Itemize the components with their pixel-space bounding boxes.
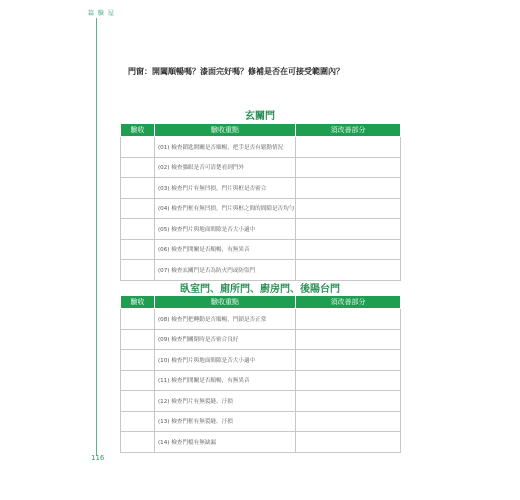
check-cell[interactable] [121, 432, 155, 453]
improvement-cell[interactable] [296, 391, 401, 412]
check-cell[interactable] [121, 157, 155, 178]
inspection-item: (10) 檢查門片與地面間隙是否大小適中 [155, 350, 296, 371]
table-row [121, 391, 401, 412]
check-cell[interactable] [121, 137, 155, 158]
section-tag: 篇 驗 屋 [88, 10, 115, 17]
table-row [121, 239, 401, 260]
inspection-item: (02) 檢查貓眼是否可清楚看到門外 [155, 157, 296, 178]
table-row [121, 219, 401, 240]
inspection-item: (07) 檢查玄關門是否為防火門或防盜門 [155, 260, 296, 281]
table-row [121, 411, 401, 432]
improvement-cell[interactable] [296, 309, 401, 330]
margin-rule [96, 18, 97, 456]
improvement-cell[interactable] [296, 411, 401, 432]
inspection-item: (09) 檢查門關閉時是否密合良好 [155, 329, 296, 350]
check-cell[interactable] [121, 219, 155, 240]
inspection-item: (12) 檢查門片有無裂縫、汙損 [155, 391, 296, 412]
table-row [121, 350, 401, 371]
inspection-item: (01) 檢查鎖匙開關是否順暢，把手是否有鬆動情況 [155, 137, 296, 158]
inspection-item: (05) 檢查門片與地面間隙是否大小適中 [155, 219, 296, 240]
improvement-cell[interactable] [296, 350, 401, 371]
check-cell[interactable] [121, 198, 155, 219]
improvement-cell[interactable] [296, 137, 401, 158]
table-row [121, 432, 401, 453]
table-title-interior-doors: 臥室門、廁所門、廚房門、後陽台門 [180, 284, 340, 295]
table-row [121, 370, 401, 391]
inspection-item: (11) 檢查門開關是否順暢，有無異音 [155, 370, 296, 391]
inspection-item: (14) 檢查門檔有無缺漏 [155, 432, 296, 453]
header-inspection-points: 驗收重點 [155, 124, 296, 137]
inspection-item: (13) 檢查門框有無裂縫、汙損 [155, 411, 296, 432]
table-header-row [121, 124, 401, 137]
improvement-cell[interactable] [296, 219, 401, 240]
improvement-cell[interactable] [296, 370, 401, 391]
check-cell[interactable] [121, 178, 155, 199]
check-cell[interactable] [121, 260, 155, 281]
check-cell[interactable] [121, 350, 155, 371]
improvement-cell[interactable] [296, 198, 401, 219]
improvement-cell[interactable] [296, 260, 401, 281]
table-row [121, 157, 401, 178]
header-needs-improvement: 須改善部分 [296, 124, 401, 137]
check-cell[interactable] [121, 239, 155, 260]
inspection-item: (03) 檢查門片有無凹損，門片與框是否密合 [155, 178, 296, 199]
table-row [121, 178, 401, 199]
interior-doors-checklist [120, 295, 401, 453]
header-needs-improvement: 須改善部分 [296, 296, 401, 309]
header-check: 驗收 [121, 124, 155, 137]
check-cell[interactable] [121, 309, 155, 330]
table-header-row [121, 296, 401, 309]
table-row [121, 329, 401, 350]
section-question: 門窗：開闔順暢嗎？漆面完好嗎？修補是否在可接受範圍內？ [128, 67, 344, 76]
inspection-item: (04) 檢查門框有無凹損，門片與框之間的間隙是否均勻 [155, 198, 296, 219]
table-row [121, 260, 401, 281]
table-row [121, 198, 401, 219]
improvement-cell[interactable] [296, 239, 401, 260]
improvement-cell[interactable] [296, 157, 401, 178]
table-row [121, 309, 401, 330]
improvement-cell[interactable] [296, 329, 401, 350]
table-row [121, 137, 401, 158]
entrance-door-checklist [120, 123, 401, 281]
check-cell[interactable] [121, 329, 155, 350]
check-cell[interactable] [121, 411, 155, 432]
inspection-item: (08) 檢查門把轉動是否順暢，門鎖是否正常 [155, 309, 296, 330]
header-inspection-points: 驗收重點 [155, 296, 296, 309]
inspection-item: (06) 檢查門開關是否順暢，有無異音 [155, 239, 296, 260]
improvement-cell[interactable] [296, 178, 401, 199]
improvement-cell[interactable] [296, 432, 401, 453]
check-cell[interactable] [121, 391, 155, 412]
header-check: 驗收 [121, 296, 155, 309]
table-title-entrance-door: 玄關門 [245, 111, 275, 122]
page-number: 116 [91, 454, 105, 462]
check-cell[interactable] [121, 370, 155, 391]
